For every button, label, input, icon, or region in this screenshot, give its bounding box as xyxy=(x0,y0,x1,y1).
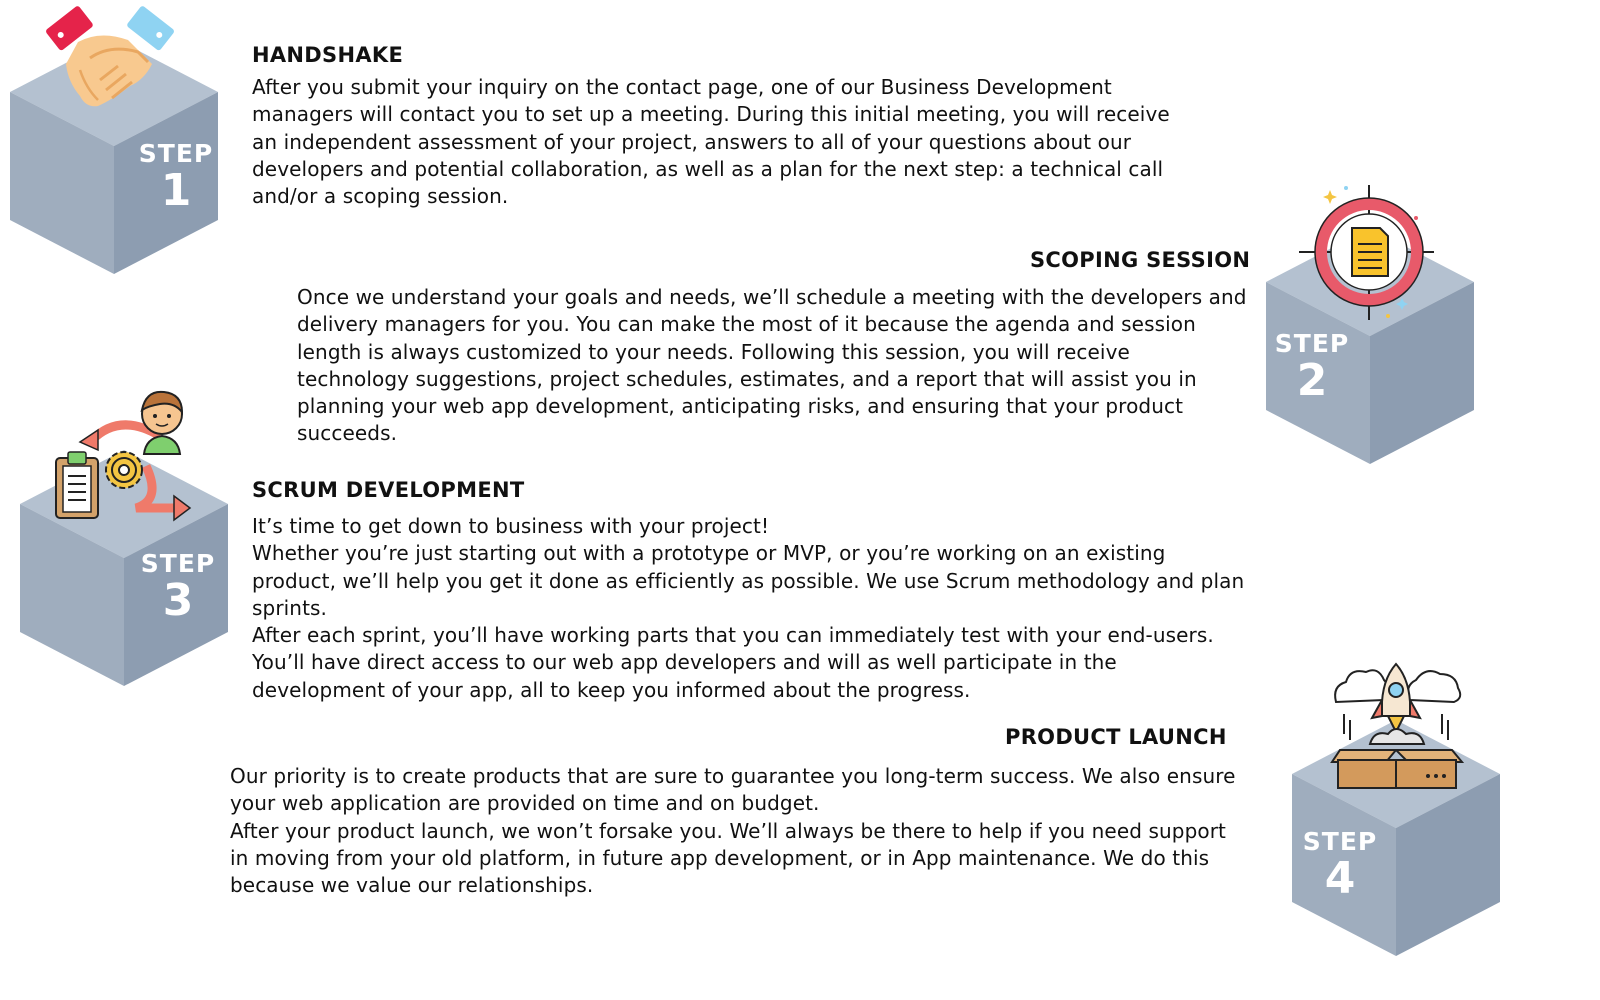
target-document-icon xyxy=(1294,180,1444,330)
step-1-title: HANDSHAKE xyxy=(252,43,404,67)
step-4-paragraph-2: After your product launch, we won’t forsake you. We’ll always be there to help if you need support in moving from your old platform, in future app development, or in App maintenance. We do this because we value our relationships. xyxy=(230,818,1226,898)
step-3-paragraph-1: It’s time to get down to business with your project! xyxy=(252,514,770,538)
step-3-number: 3 xyxy=(162,575,194,626)
rocket-launch-icon xyxy=(1330,660,1464,792)
step-4-paragraph-1: Our priority is to create products that are sure to guarantee you long-term success. We also ensure your web application are provided on time and on budget. xyxy=(230,764,1236,816)
step-2-label xyxy=(1272,330,1352,404)
step-2-paragraph: Once we understand your goals and needs, we’ll schedule a meeting with the developers and delivery managers for you. You can make the most of it because the agenda and session length is always customized to your needs. Following this session, you will receive technology suggestions, project schedules, estimates, and a report that will assist you in planning your web app development, anticipating risks, and ensuring that your product succeeds. xyxy=(297,285,1247,446)
step-3-title: SCRUM DEVELOPMENT xyxy=(252,478,525,502)
step-4-title: PRODUCT LAUNCH xyxy=(1005,725,1227,749)
step-1-description xyxy=(252,74,1172,210)
step-3-word: STEP xyxy=(140,549,216,578)
step-1-word: STEP xyxy=(138,139,214,168)
step-3-paragraph-3: After each sprint, you’ll have working parts that you can immediately test with your end-users. You’ll have direct access to our web app developers and will as well participate in the development of your app, all to keep you informed about the progress. xyxy=(252,623,1214,702)
handshake-icon xyxy=(40,0,180,115)
step-1-label xyxy=(136,140,216,214)
step-1-number: 1 xyxy=(160,165,192,216)
step-2-word: STEP xyxy=(1274,329,1350,358)
step-2-number: 2 xyxy=(1296,355,1328,406)
step-3-description xyxy=(252,513,1252,704)
step-2-title: SCOPING SESSION xyxy=(1030,248,1251,272)
step-2-description xyxy=(297,284,1247,448)
step-4-number: 4 xyxy=(1324,853,1356,904)
step-4-label xyxy=(1300,828,1380,902)
step-1-paragraph: After you submit your inquiry on the contact page, one of our Business Development managers will contact you to set up a meeting. During this initial meeting, you will receive an independent assessment of your project, answers to all of your questions about our developers and potential collaboration, as well as a plan for the next step: a technical call and/or a scoping session. xyxy=(252,75,1170,209)
step-4-word: STEP xyxy=(1302,827,1378,856)
step-4-description xyxy=(230,763,1240,899)
step-3-label xyxy=(138,550,218,624)
scrum-cycle-icon xyxy=(50,384,200,526)
step-3-paragraph-2: Whether you’re just starting out with a prototype or MVP, or you’re working on an existing product, we’ll help you get it done as efficiently as possible. We use Scrum methodology and plan sprints. xyxy=(252,541,1245,620)
